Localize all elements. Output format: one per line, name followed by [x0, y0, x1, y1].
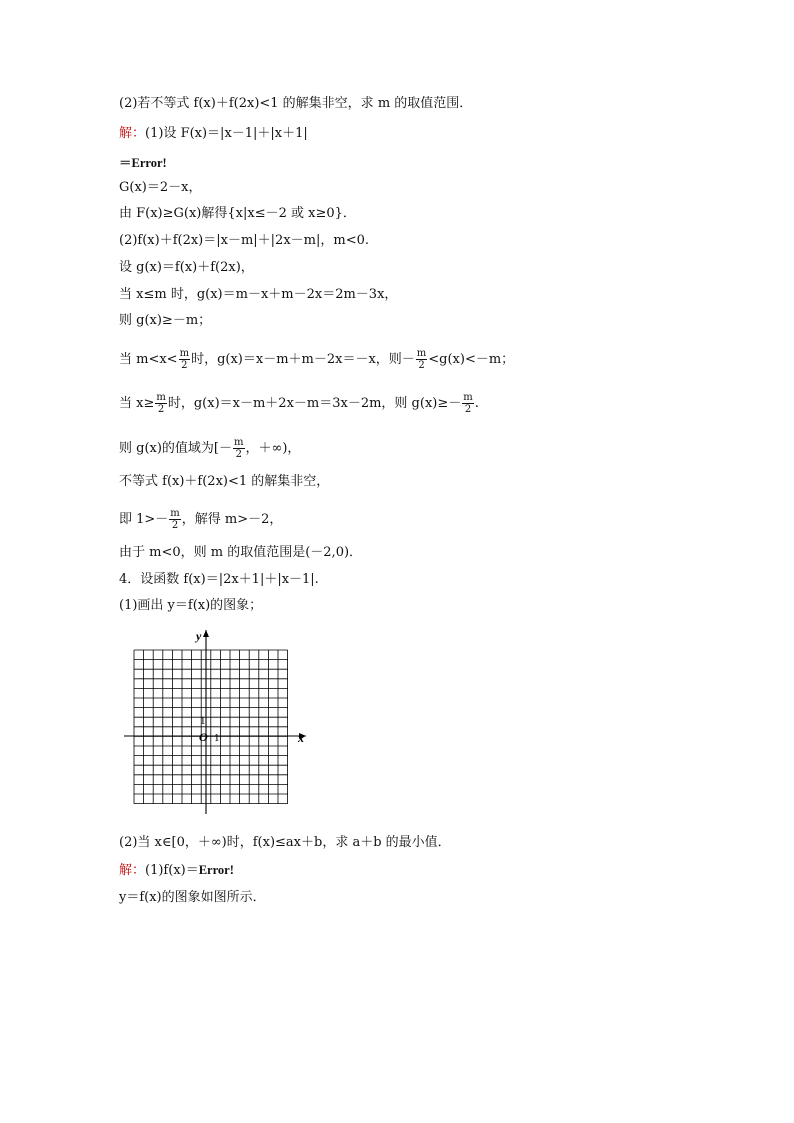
coordinate-grid: [124, 626, 310, 816]
line-4: G(x)＝2－x，: [119, 180, 202, 195]
line-2: [119, 126, 308, 142]
line-17: (1)画出 y＝f(x)的图象；: [119, 598, 263, 613]
line-9: 则 g(x)≥－m；: [119, 313, 212, 328]
grid-lines: [134, 650, 288, 804]
line-11: 当 x≥ $\frac{m}{2}$ 时，g(x)＝x－m＋2x－m＝3x－2m，则 g(x)≥－ $\frac{m}{2}$ .: [119, 392, 479, 415]
fraction-m-over-2: $\frac{m}{2}$: [170, 508, 180, 531]
tick-label-y-1: 1: [200, 715, 206, 727]
line-1: (2)若不等式 f(x)＋f(2x)<1 的解集非空，求 m 的取值范围．: [119, 96, 473, 111]
fraction-m-over-2: $\frac{m}{2}$: [416, 348, 427, 371]
line-15: 由于 m<0，则 m 的取值范围是(－2,0)．: [119, 545, 363, 560]
line-5: 由 F(x)≥G(x)解得{x|x≤－2 或 x≥0}．: [119, 206, 356, 221]
line-20: y＝f(x)的图象如图所示．: [119, 890, 266, 905]
origin-label: O: [199, 730, 208, 744]
line-18: (2)当 x∈[0，＋∞)时，f(x)≤ax＋b，求 a＋b 的最小值．: [119, 835, 451, 850]
tick-label-x-1: 1: [214, 732, 220, 744]
line-16: 4．设函数 f(x)＝|2x＋1|＋|x－1|.: [119, 572, 319, 587]
line-12: 则 g(x)的值域为[－ $\frac{m}{2}$ ，＋∞)，: [119, 437, 301, 460]
line-10: 当 m<x< $\frac{m}{2}$ 时，g(x)＝x－m＋m－2x＝－x，则－ $\frac{m}{2}$ <g(x)<－m；: [119, 348, 515, 371]
line-14: 即 1>－ $\frac{m}{2}$ ，解得 m>－2，: [119, 508, 283, 531]
line-13: 不等式 f(x)＋f(2x)<1 的解集非空，: [119, 474, 330, 489]
answer-label: 解：: [119, 863, 146, 878]
y-axis-label: y: [196, 629, 202, 643]
x-axis-label: x: [298, 731, 304, 745]
line-2-text: (1)设 F(x)＝|x－1|＋|x＋1|: [145, 126, 308, 141]
line-3: ＝Error!: [119, 156, 167, 170]
fraction-m-over-2: $\frac{m}{2}$: [156, 392, 166, 415]
fraction-m-over-2: $\frac{m}{2}$: [179, 348, 190, 371]
line-7: 设 g(x)＝f(x)＋f(2x)，: [119, 260, 254, 275]
fraction-m-over-2: $\frac{m}{2}$: [234, 437, 244, 460]
answer-label: 解：: [119, 126, 146, 141]
line-8: 当 x≤m 时，g(x)＝m－x＋m－2x＝2m－3x，: [119, 287, 398, 302]
fraction-m-over-2: $\frac{m}{2}$: [463, 392, 473, 415]
line-19: 解：(1)f(x)＝Error!: [119, 863, 234, 878]
line-6: (2)f(x)＋f(2x)＝|x－m|＋|2x－m|，m<0.: [119, 233, 369, 248]
